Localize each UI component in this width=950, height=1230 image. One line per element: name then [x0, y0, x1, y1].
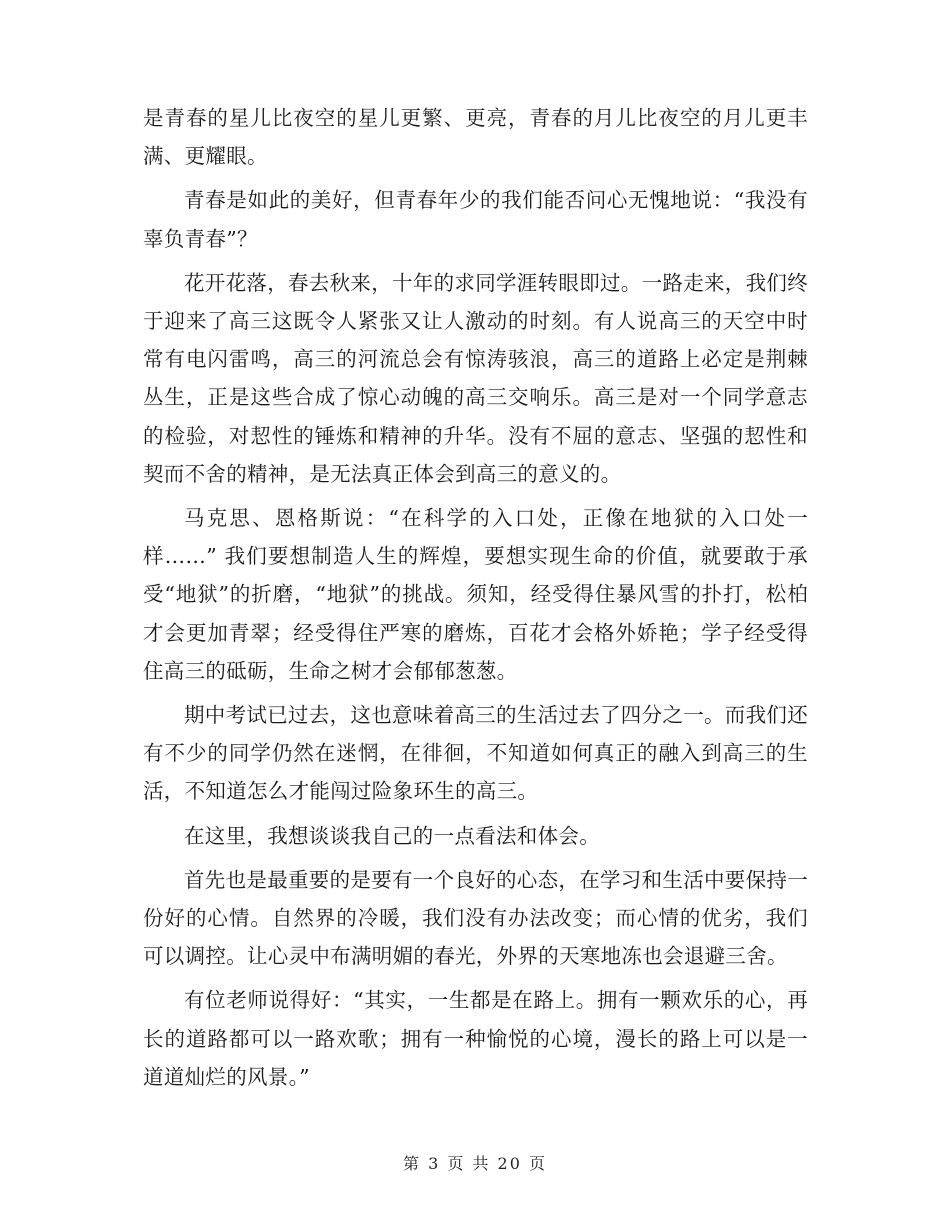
paragraph-8: 有位老师说得好：“其实，一生都是在路上。拥有一颗欢乐的心，再长的道路都可以一路欢歌；拥有一种愉悦的心境，漫长的路上可以是一道道灿烂的风景。”	[143, 988, 808, 1089]
paragraph-6: 在这里，我想谈谈我自己的一点看法和体会。	[184, 823, 600, 848]
document-body	[143, 99, 808, 1102]
page-number-footer: 第 3 页 共 20 页	[403, 1154, 547, 1173]
paragraph-1: 是青春的星儿比夜空的星儿更繁、更亮，青春的月儿比夜空的月儿更丰满、更耀眼。	[143, 106, 808, 169]
paragraph-4: 马克思、恩格斯说：“在科学的入口处，正像在地狱的入口处一样……” 我们要想制造人生的辉煌，要想实现生命的价值，就要敢于承受“地狱”的折磨，“地狱”的挑战。须知，经受得住暴风雪的扑打，松柏才会更加青翠；经受得住严寒的磨炼，百花才会格外娇艳；学子经受得住高三的砥砺，生命之树才会郁郁葱葱。	[143, 506, 808, 683]
paragraph-5: 期中考试已过去，这也意味着高三的生活过去了四分之一。而我们还有不少的同学仍然在迷惘，在徘徊，不知道如何真正的融入到高三的生活，不知道怎么才能闯过险象环生的高三。	[143, 703, 808, 804]
paragraph-3: 花开花落，春去秋来，十年的求同学涯转眼即过。一路走来，我们终于迎来了高三这既令人紧张又让人激动的时刻。有人说高三的天空中时常有电闪雷鸣，高三的河流总会有惊涛骇浪，高三的道路上必定是荆棘丛生，正是这些合成了惊心动魄的高三交响乐。高三是对一个同学意志的检验，对恝性的锤炼和精神的升华。没有不屈的意志、坚强的恝性和契而不舍的精神，是无法真正体会到高三的意义的。	[143, 270, 808, 486]
paragraph-2: 青春是如此的美好，但青春年少的我们能否问心无愧地说：“我没有辜负青春”？	[143, 188, 808, 251]
paragraph-7: 首先也是最重要的是要有一个良好的心态，在学习和生活中要保持一份好的心情。自然界的冷暖，我们没有办法改变；而心情的优劣，我们可以调控。让心灵中布满明媚的春光，外界的天寒地冻也会退避三舍。	[143, 867, 808, 969]
